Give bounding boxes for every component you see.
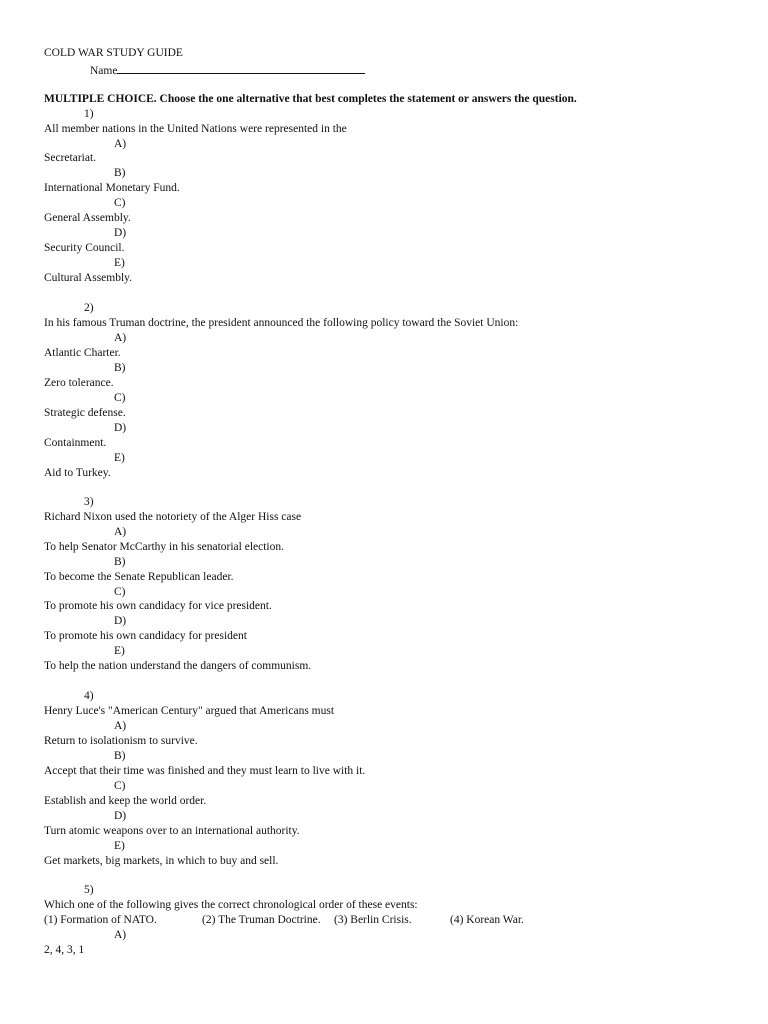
option-text[interactable]: To help the nation understand the dangers of communism.: [44, 660, 312, 672]
option-text[interactable]: Cultural Assembly.: [44, 272, 133, 284]
question-text: Henry Luce's "American Century" argued that Americans must: [44, 705, 335, 717]
name-field[interactable]: [90, 63, 365, 78]
event-item: (3) Berlin Crisis.: [334, 914, 412, 926]
question-number: 3): [84, 496, 94, 508]
option-letter[interactable]: D): [114, 615, 127, 627]
option-text[interactable]: Strategic defense.: [44, 407, 126, 419]
option-text[interactable]: To promote his own candidacy for vice president.: [44, 600, 272, 612]
option-text[interactable]: Establish and keep the world order.: [44, 795, 207, 807]
option-letter[interactable]: D): [114, 227, 127, 239]
option-letter[interactable]: B): [114, 556, 126, 568]
option-text[interactable]: Return to isolationism to survive.: [44, 735, 198, 747]
question-text: Richard Nixon used the notoriety of the Alger Hiss case: [44, 511, 302, 523]
option-letter[interactable]: A): [114, 929, 127, 941]
option-letter[interactable]: A): [114, 332, 127, 344]
option-text[interactable]: Aid to Turkey.: [44, 467, 111, 479]
option-text[interactable]: Zero tolerance.: [44, 377, 114, 389]
option-letter[interactable]: A): [114, 138, 127, 150]
question-text: All member nations in the United Nations were represented in the: [44, 123, 347, 135]
event-item: (2) The Truman Doctrine.: [202, 914, 321, 926]
option-letter[interactable]: E): [114, 645, 125, 657]
question-text: Which one of the following gives the correct chronological order of these events:: [44, 899, 418, 911]
question-number: 1): [84, 108, 94, 120]
option-text[interactable]: Accept that their time was finished and they must learn to live with it.: [44, 765, 366, 777]
option-letter[interactable]: C): [114, 586, 126, 598]
instructions: MULTIPLE CHOICE. Choose the one alternative that best completes the statement or answers the question.: [44, 93, 577, 105]
option-letter[interactable]: C): [114, 197, 126, 209]
option-text[interactable]: General Assembly.: [44, 212, 131, 224]
name-blank-line[interactable]: [117, 63, 365, 74]
event-item: (4) Korean War.: [450, 914, 524, 926]
option-letter[interactable]: C): [114, 392, 126, 404]
option-text[interactable]: Containment.: [44, 437, 107, 449]
option-letter[interactable]: D): [114, 422, 127, 434]
option-letter[interactable]: B): [114, 362, 126, 374]
question-number: 5): [84, 884, 94, 896]
option-letter[interactable]: E): [114, 840, 125, 852]
option-text[interactable]: To become the Senate Republican leader.: [44, 571, 234, 583]
option-text[interactable]: Turn atomic weapons over to an international authority.: [44, 825, 300, 837]
option-text[interactable]: Secretariat.: [44, 152, 97, 164]
option-text[interactable]: Atlantic Charter.: [44, 347, 121, 359]
option-letter[interactable]: E): [114, 257, 125, 269]
option-letter[interactable]: E): [114, 452, 125, 464]
option-text[interactable]: International Monetary Fund.: [44, 182, 180, 194]
event-list: [44, 913, 524, 927]
option-letter[interactable]: B): [114, 167, 126, 179]
option-text[interactable]: 2, 4, 3, 1: [44, 944, 85, 956]
option-letter[interactable]: C): [114, 780, 126, 792]
question-number: 4): [84, 690, 94, 702]
option-letter[interactable]: D): [114, 810, 127, 822]
question-text: In his famous Truman doctrine, the president announced the following policy toward the Soviet Union:: [44, 317, 519, 329]
name-label: Name: [90, 65, 118, 77]
option-text[interactable]: To promote his own candidacy for president: [44, 630, 247, 642]
option-letter[interactable]: A): [114, 526, 127, 538]
option-text[interactable]: Security Council.: [44, 242, 125, 254]
event-item: (1) Formation of NATO.: [44, 914, 157, 926]
question-number: 2): [84, 302, 94, 314]
option-text[interactable]: Get markets, big markets, in which to buy and sell.: [44, 855, 279, 867]
option-letter[interactable]: B): [114, 750, 126, 762]
option-letter[interactable]: A): [114, 720, 127, 732]
page-title: COLD WAR STUDY GUIDE: [44, 47, 183, 59]
option-text[interactable]: To help Senator McCarthy in his senatorial election.: [44, 541, 284, 553]
